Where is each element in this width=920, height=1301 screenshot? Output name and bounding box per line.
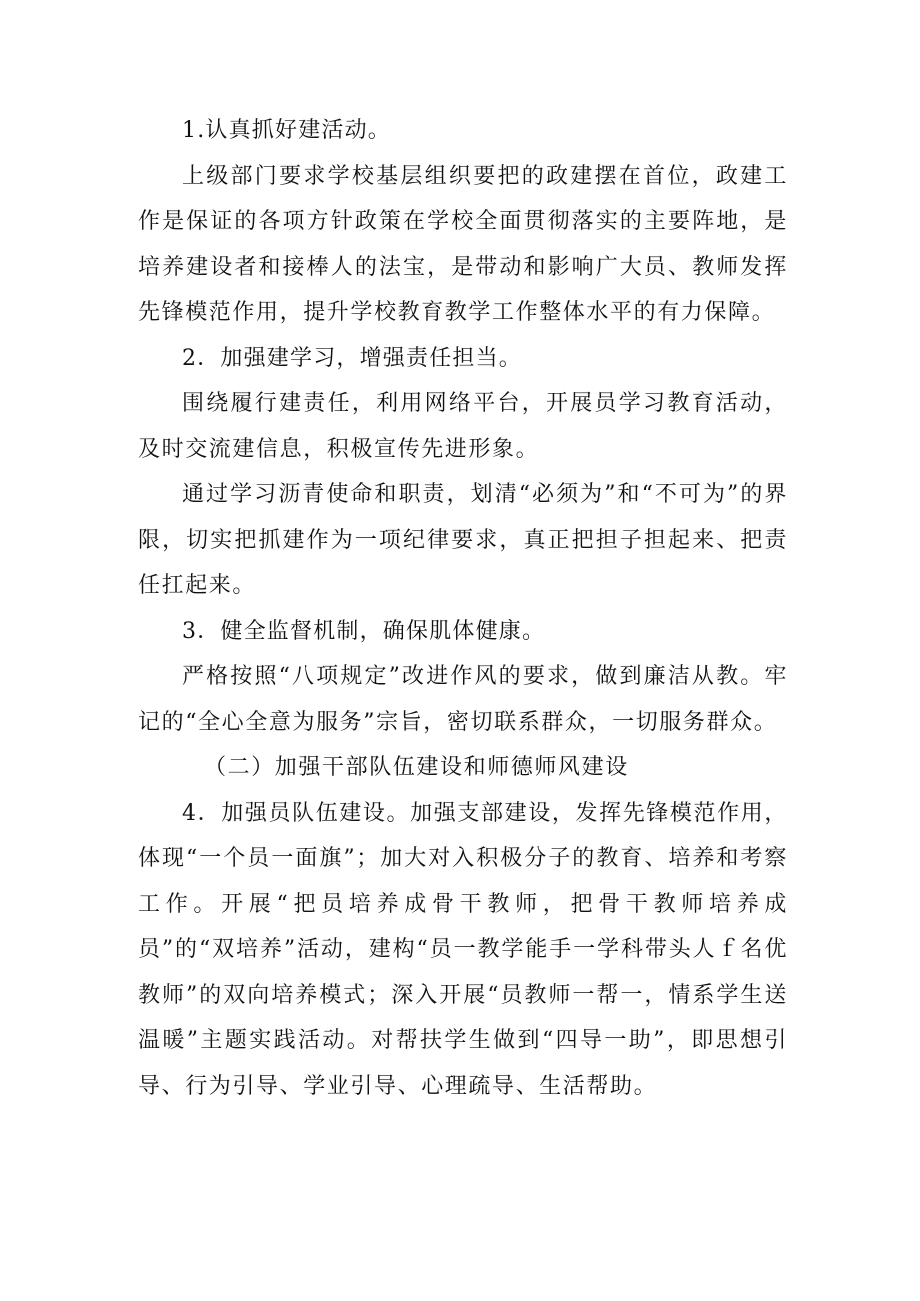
item-1-heading: 1.认真抓好建活动。 xyxy=(182,118,391,143)
item-3-heading: 3．健全监督机制，确保肌体健康。 xyxy=(182,618,546,644)
paragraph: 通过学习沥青使命和职责，划清“必须为”和“不可为”的界限，切实把抓建作为一项纪律要求，真正把担子担起来、把责任扛起来。 xyxy=(138,482,788,598)
section-2-heading: （二）加强干部队伍建设和师德师风建设 xyxy=(204,755,629,780)
paragraph: 4．加强员队伍建设。加强支部建设，发挥先锋模范作用，体现“一个员一面旗”；加大对入积极分子的教育、培养和考察工作。开展“把员培养成骨干教师，把骨干教师培养成员”的“双培养”活动，建构“员一教学能手一学科带头人ｆ名优教师”的双向培养模式；深入开展“员教师一帮一，情系学生送温暖”主题实践活动。对帮扶学生做到“四导一助”，即思想引导、行为引导、学业引导、心理疏导、生活帮助。 xyxy=(138,800,788,1099)
paragraph: 严格按照“八项规定”改进作风的要求，做到廉洁从教。牢记的“全心全意为服务”宗旨，密切联系群众，一切服务群众。 xyxy=(138,664,788,735)
paragraph: 围绕履行建责任，利用网络平台，开展员学习教育活动，及时交流建信息，积极宣传先进形象。 xyxy=(138,391,788,462)
item-2-heading: 2．加强建学习，增强责任担当。 xyxy=(182,345,522,371)
paragraph: 上级部门要求学校基层组织要把的政建摆在首位，政建工作是保证的各项方针政策在学校全面贯彻落实的主要阵地，是培养建设者和接棒人的法宝，是带动和影响广大员、教师发挥先锋模范作用，提升学校教育教学工作整体水平的有力保障。 xyxy=(138,163,788,325)
document-body xyxy=(138,108,788,1109)
